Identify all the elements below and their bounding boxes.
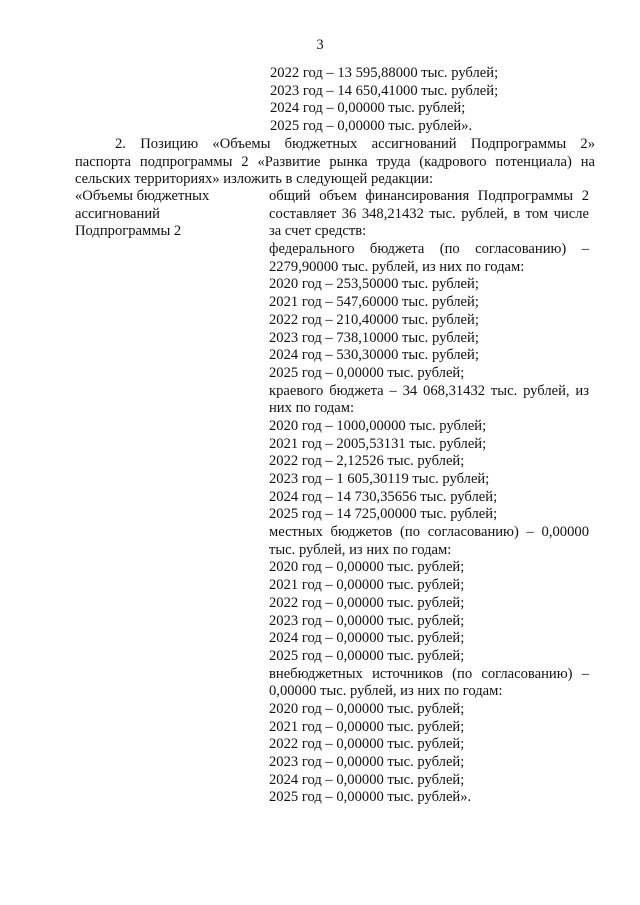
text-line: 2024 год – 0,00000 тыс. рублей;	[269, 771, 465, 788]
text-line: 2024 год – 14 730,35656 тыс. рублей;	[269, 488, 498, 505]
text-line: 2021 год – 0,00000 тыс. рублей;	[269, 577, 465, 594]
text-line: краевого бюджета – 34 068,31432 тыс. рублей, из	[269, 382, 589, 399]
text-line: внебюджетных источников (по согласованию) –	[269, 665, 589, 682]
paragraph-line: сельских территориях» изложить в следующей редакции:	[75, 171, 434, 188]
text-line: Подпрограммы 2	[75, 223, 182, 240]
text-line: 2023 год – 738,10000 тыс. рублей;	[269, 329, 479, 346]
paragraph-line: паспорта подпрограммы 2 «Развитие рынка труда (кадрового потенциала) на	[75, 153, 595, 170]
text-line: 2023 год – 0,00000 тыс. рублей;	[269, 612, 465, 629]
amendment-paragraph	[75, 136, 595, 189]
text-line: общий объем финансирования Подпрограммы 2	[269, 188, 589, 204]
position-title-column	[75, 188, 209, 241]
text-line: 2020 год – 253,50000 тыс. рублей;	[269, 276, 479, 293]
text-line: 2021 год – 547,60000 тыс. рублей;	[269, 294, 479, 311]
text-line: 2020 год – 1000,00000 тыс. рублей;	[269, 417, 487, 434]
text-line: 2022 год – 2,12526 тыс. рублей;	[269, 453, 465, 470]
text-line: 2023 год – 14 650,41000 тыс. рублей;	[270, 82, 499, 99]
text-line: 2022 год – 0,00000 тыс. рублей;	[269, 736, 465, 753]
text-line: 2025 год – 0,00000 тыс. рублей».	[269, 789, 472, 806]
funding-details-column	[269, 188, 589, 807]
text-line: 2279,90000 тыс. рублей, из них по годам:	[269, 258, 525, 275]
text-line: 2024 год – 530,30000 тыс. рублей;	[269, 347, 479, 364]
text-line: 2022 год – 210,40000 тыс. рублей;	[269, 311, 479, 328]
text-line: федерального бюджета (по согласованию) –	[269, 241, 589, 258]
text-line: 2020 год – 0,00000 тыс. рублей;	[269, 559, 465, 576]
text-line: 2023 год – 0,00000 тыс. рублей;	[269, 754, 465, 770]
text-line: 2025 год – 0,00000 тыс. рублей;	[269, 364, 465, 381]
text-line: 2022 год – 13 595,88000 тыс. рублей;	[270, 65, 499, 81]
text-line: тыс. рублей, из них по годам:	[269, 541, 452, 558]
text-line: за счет средств:	[269, 223, 367, 240]
paragraph-line: 2. Позицию «Объемы бюджетных ассигнований Подпрограммы 2»	[115, 136, 595, 152]
text-line: 2023 год – 1 605,30119 тыс. рублей;	[269, 471, 490, 487]
text-line: 2022 год – 0,00000 тыс. рублей;	[269, 594, 465, 611]
text-line: 2025 год – 0,00000 тыс. рублей;	[269, 647, 465, 664]
text-line: 2020 год – 0,00000 тыс. рублей;	[269, 700, 465, 717]
text-line: 0,00000 тыс. рублей, из них по годам:	[269, 683, 503, 700]
top-funding-lines	[270, 65, 498, 136]
text-line: 2021 год – 0,00000 тыс. рублей;	[269, 718, 465, 735]
text-line: 2025 год – 0,00000 тыс. рублей».	[270, 118, 473, 135]
text-line: 2021 год – 2005,53131 тыс. рублей;	[269, 435, 487, 452]
text-line: 2025 год – 14 725,00000 тыс. рублей;	[269, 506, 498, 523]
page-number: 3	[316, 37, 324, 53]
text-line: 2024 год – 0,00000 тыс. рублей;	[269, 630, 465, 647]
text-line: 2024 год – 0,00000 тыс. рублей;	[270, 100, 466, 117]
text-line: них по годам:	[269, 400, 355, 417]
text-line: составляет 36 348,21432 тыс. рублей, в том числе	[269, 205, 589, 222]
text-line: местных бюджетов (по согласованию) – 0,00000	[269, 524, 589, 541]
text-line: ассигнований	[75, 205, 160, 222]
text-line: «Объемы бюджетных	[75, 188, 210, 204]
